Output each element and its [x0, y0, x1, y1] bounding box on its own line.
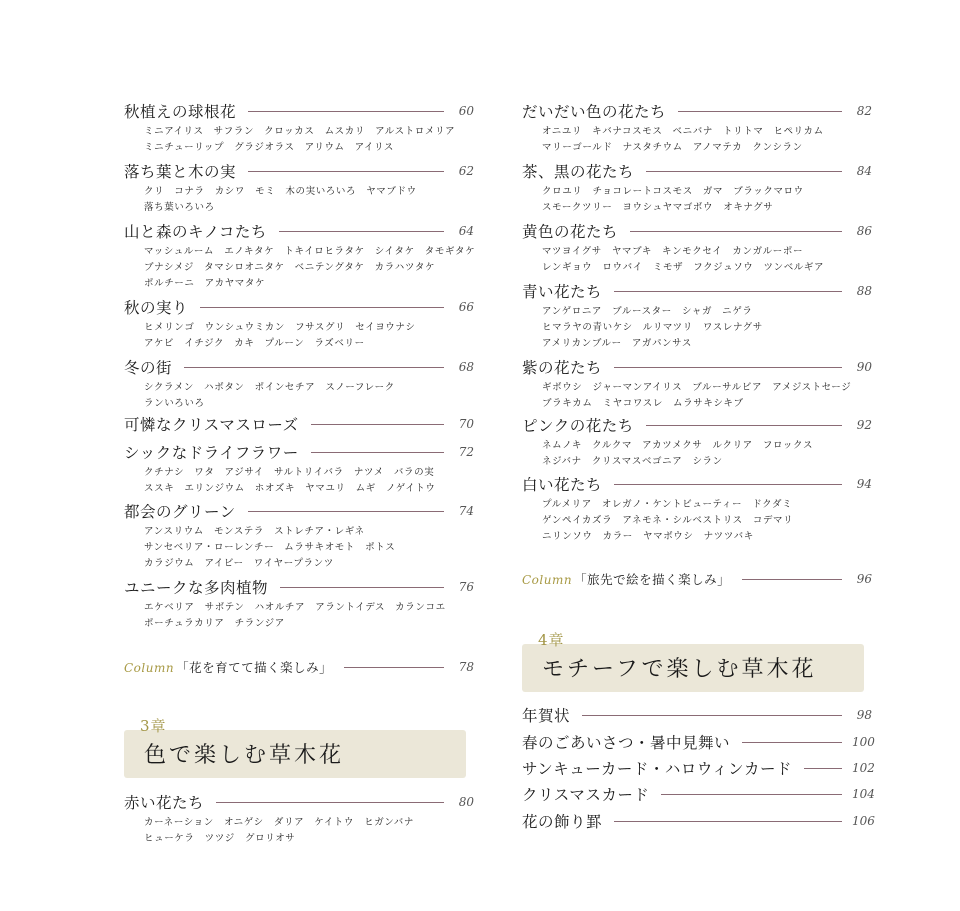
- desc-line: ネジバナ クリスマスベゴニア シラン: [542, 456, 723, 467]
- desc-line: ネムノキ クルクマ アカツメクサ ルクリア フロックス: [542, 440, 814, 451]
- entry-title: 山と森のキノコたち: [124, 223, 267, 241]
- leader-line: [248, 111, 444, 112]
- toc-entry[interactable]: [522, 473, 872, 545]
- entry-title: クリスマスカード: [522, 786, 650, 804]
- column-title: 「旅先で絵を描く楽しみ」: [574, 572, 731, 587]
- entry-page: 72: [458, 445, 474, 459]
- desc-line: ススキ エリンジウム ホオズキ ヤマユリ ムギ ノゲイトウ: [144, 483, 436, 494]
- toc-entry[interactable]: [522, 356, 872, 412]
- desc-line: アンスリウム モンステラ ストレチア・レギネ: [144, 526, 365, 537]
- entry-desc: [144, 124, 474, 156]
- desc-line: アケビ イチジク カキ プルーン ラズベリー: [144, 338, 365, 349]
- entry-page: 88: [856, 284, 872, 298]
- entry-title: サンキューカード・ハロウィンカード: [522, 760, 792, 778]
- desc-line: ギボウシ ジャーマンアイリス ブルーサルビア アメジストセージ: [542, 382, 852, 393]
- leader-line: [216, 802, 444, 803]
- toc-entry[interactable]: [124, 441, 474, 497]
- toc-entry[interactable]: [522, 731, 875, 753]
- desc-line: マッシュルーム エノキタケ トキイロヒラタケ シイタケ タモギタケ: [144, 246, 476, 257]
- entry-page: 86: [856, 224, 872, 238]
- entry-desc: [542, 184, 872, 216]
- entry-title: [124, 658, 332, 676]
- desc-line: プルメリア オレガノ・ケントビューティー ドクダミ: [542, 499, 793, 510]
- entry-title: 秋植えの球根花: [124, 103, 237, 121]
- toc-entry[interactable]: [124, 100, 474, 156]
- leader-line: [311, 424, 444, 425]
- entry-page: 78: [458, 660, 474, 674]
- entry-title: 落ち葉と木の実: [124, 163, 237, 181]
- entry-title: 白い花たち: [522, 476, 603, 494]
- leader-line: [614, 367, 842, 368]
- leader-line: [742, 579, 842, 580]
- desc-line: ミニチューリップ グラジオラス アリウム アイリス: [144, 142, 395, 153]
- column-label: Column: [124, 661, 175, 675]
- entry-title: 黄色の花たち: [522, 223, 619, 241]
- entry-desc: [542, 244, 872, 276]
- entry-page: 80: [458, 795, 474, 809]
- entry-title: 年賀状: [522, 707, 571, 725]
- entry-page: 100: [852, 735, 875, 749]
- entry-page: 98: [856, 708, 872, 722]
- desc-line: オニユリ キバナコスモス ベニバナ トリトマ ヒペリカム: [542, 126, 824, 137]
- entry-desc: [144, 244, 474, 292]
- entry-desc: [542, 497, 872, 545]
- toc-column-entry[interactable]: [124, 656, 474, 678]
- leader-line: [742, 742, 842, 743]
- chapter-3-banner: [124, 717, 466, 778]
- entry-page: 94: [856, 477, 872, 491]
- entry-desc: [542, 380, 872, 412]
- desc-line: ニリンソウ カラー ヤマボウシ ナツツバキ: [542, 531, 754, 542]
- toc-entry[interactable]: [522, 414, 872, 470]
- toc-entry[interactable]: [124, 160, 474, 216]
- chapter-number: 3章: [140, 717, 167, 735]
- entry-desc: [144, 380, 474, 412]
- leader-line: [200, 307, 444, 308]
- chapter-4-banner: [522, 631, 864, 692]
- entry-page: 64: [458, 224, 474, 238]
- toc-entry[interactable]: [522, 160, 872, 216]
- entry-desc: [144, 524, 474, 572]
- entry-title: 青い花たち: [522, 283, 603, 301]
- entry-page: 60: [458, 104, 474, 118]
- desc-line: スモークツリー ヨウシュヤマゴボウ オキナグサ: [542, 202, 774, 213]
- column-label: Column: [522, 573, 573, 587]
- desc-line: ヒューケラ ツツジ グロリオサ: [144, 833, 296, 844]
- leader-line: [661, 794, 842, 795]
- desc-line: ブラキカム ミヤコワスレ ムラサキシキブ: [542, 398, 744, 409]
- toc-entry[interactable]: [522, 280, 872, 352]
- leader-line: [279, 231, 444, 232]
- desc-line: クチナシ ワタ アジサイ サルトリイバラ ナツメ バラの実: [144, 467, 435, 478]
- entry-title: 春のごあいさつ・暑中見舞い: [522, 734, 731, 752]
- leader-line: [630, 231, 842, 232]
- leader-line: [344, 667, 444, 668]
- leader-line: [248, 171, 444, 172]
- leader-line: [678, 111, 842, 112]
- desc-line: レンギョウ ロウバイ ミモザ フクジュソウ ツンベルギア: [542, 262, 825, 273]
- entry-page: 82: [856, 104, 872, 118]
- entry-title: シックなドライフラワー: [124, 444, 299, 462]
- entry-title: 都会のグリーン: [124, 503, 236, 521]
- desc-line: ゲンペイカズラ アネモネ・シルベストリス コデマリ: [542, 515, 794, 526]
- entry-title: 冬の街: [124, 359, 173, 377]
- entry-desc: [144, 815, 474, 847]
- entry-page: 92: [856, 418, 872, 432]
- desc-line: ポルチーニ アカヤマタケ: [144, 278, 266, 289]
- desc-line: ポーチュラカリア チランジア: [144, 618, 285, 629]
- toc-entry[interactable]: [124, 220, 474, 292]
- entry-page: 68: [458, 360, 474, 374]
- toc-entry[interactable]: [522, 220, 872, 276]
- toc-entry[interactable]: [124, 413, 474, 435]
- desc-line: クロユリ チョコレートコスモス ガマ ブラックマロウ: [542, 186, 804, 197]
- leader-line: [804, 768, 842, 769]
- leader-line: [280, 587, 444, 588]
- chapter-title: 色で楽しむ草木花: [144, 743, 345, 768]
- toc-entry[interactable]: [522, 704, 872, 726]
- desc-line: 落ち葉いろいろ: [144, 202, 215, 213]
- entry-title: 茶、黒の花たち: [522, 163, 635, 181]
- column-title: 「花を育てて描く楽しみ」: [176, 660, 333, 675]
- entry-page: 106: [852, 814, 875, 828]
- chapter-number: 4章: [538, 631, 565, 649]
- desc-line: ヒメリンゴ ウンシュウミカン フサスグリ セイヨウナシ: [144, 322, 416, 333]
- desc-line: マツヨイグサ ヤマブキ キンモクセイ カンガルーポー: [542, 246, 804, 257]
- toc-entry[interactable]: [124, 576, 474, 632]
- leader-line: [248, 511, 444, 512]
- toc-entry[interactable]: [522, 757, 875, 779]
- entry-title: 赤い花たち: [124, 794, 205, 812]
- toc-entry[interactable]: [124, 356, 474, 412]
- desc-line: ミニアイリス サフラン クロッカス ムスカリ アルストロメリア: [144, 126, 456, 137]
- desc-line: サンセベリア・ローレンチー ムラサキオモト ポトス: [144, 542, 396, 553]
- leader-line: [311, 452, 444, 453]
- entry-page: 96: [856, 572, 872, 586]
- entry-desc: [542, 304, 872, 352]
- desc-line: カラジウム アイビー ワイヤープランツ: [144, 558, 334, 569]
- leader-line: [614, 291, 842, 292]
- desc-line: ヒマラヤの青いケシ ルリマツリ ワスレナグサ: [542, 322, 763, 333]
- chapter-title: モチーフで楽しむ草木花: [542, 657, 817, 682]
- desc-line: ランいろいろ: [144, 398, 205, 409]
- entry-page: 70: [458, 417, 474, 431]
- toc-entry[interactable]: [124, 791, 474, 847]
- desc-line: カーネーション オニゲシ ダリア ケイトウ ヒガンバナ: [144, 817, 414, 828]
- desc-line: シクラメン ハボタン ポインセチア スノーフレーク: [144, 382, 395, 393]
- toc-entry[interactable]: [522, 783, 875, 805]
- entry-title: [522, 570, 730, 588]
- leader-line: [646, 425, 842, 426]
- toc-entry[interactable]: [124, 500, 474, 572]
- entry-title: 秋の実り: [124, 299, 189, 317]
- desc-line: エケベリア サボテン ハオルチア アラントイデス カランコエ: [144, 602, 446, 613]
- entry-title: 可憐なクリスマスローズ: [124, 416, 299, 434]
- entry-page: 102: [852, 761, 875, 775]
- entry-title: ピンクの花たち: [522, 417, 634, 435]
- desc-line: マリーゴールド ナスタチウム アノマテカ クンシラン: [542, 142, 803, 153]
- leader-line: [614, 484, 842, 485]
- entry-desc: [542, 438, 872, 470]
- entry-title: だいだい色の花たち: [522, 103, 667, 121]
- desc-line: ブナシメジ タマシロオニタケ ベニテングタケ カラハツタケ: [144, 262, 436, 273]
- entry-desc: [542, 124, 872, 156]
- entry-page: 62: [458, 164, 474, 178]
- desc-line: アメリカンブルー アガパンサス: [542, 338, 692, 349]
- entry-title: ユニークな多肉植物: [124, 579, 269, 597]
- entry-desc: [144, 320, 474, 352]
- entry-title: 花の飾り罫: [522, 813, 603, 831]
- entry-title: 紫の花たち: [522, 359, 603, 377]
- entry-page: 90: [856, 360, 872, 374]
- entry-desc: [144, 465, 474, 497]
- entry-page: 76: [458, 580, 474, 594]
- leader-line: [646, 171, 842, 172]
- desc-line: クリ コナラ カシワ モミ 木の実いろいろ ヤマブドウ: [144, 186, 417, 197]
- entry-page: 84: [856, 164, 872, 178]
- toc-entry[interactable]: [522, 810, 875, 832]
- entry-page: 66: [458, 300, 474, 314]
- leader-line: [614, 821, 842, 822]
- entry-desc: [144, 184, 474, 216]
- entry-page: 104: [852, 787, 875, 801]
- toc-entry[interactable]: [522, 100, 872, 156]
- leader-line: [582, 715, 842, 716]
- leader-line: [184, 367, 444, 368]
- toc-column-entry[interactable]: [522, 568, 872, 590]
- desc-line: アンゲロニア ブルースター シャガ ニゲラ: [542, 306, 753, 317]
- entry-page: 74: [458, 504, 474, 518]
- toc-entry[interactable]: [124, 296, 474, 352]
- entry-desc: [144, 600, 474, 632]
